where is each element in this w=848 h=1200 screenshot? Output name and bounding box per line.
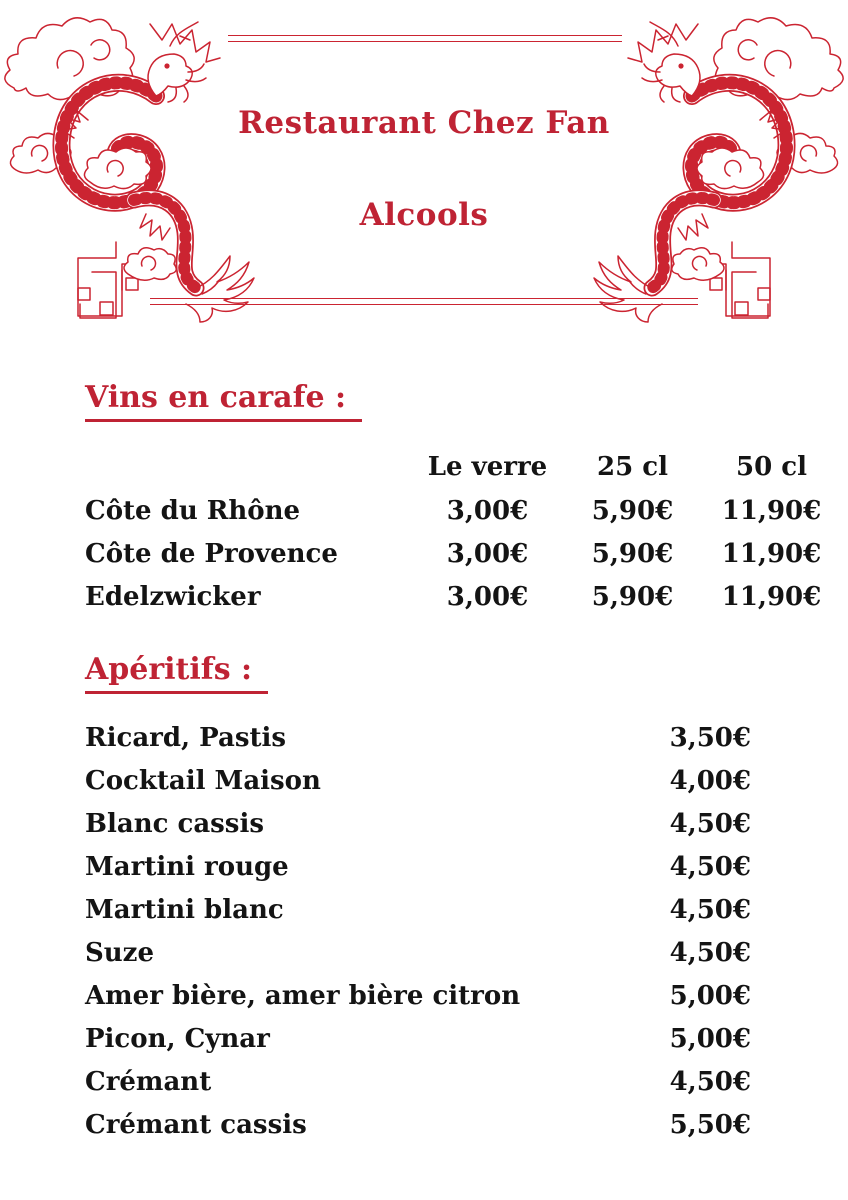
wine-col-header-verre: Le verre (427, 452, 548, 482)
wine-price: 5,90€ (591, 582, 674, 612)
wine-price: 11,90€ (721, 539, 822, 569)
wine-col-header-25cl: 25 cl (597, 452, 668, 482)
dragon-right-icon (590, 2, 848, 332)
wine-col-spacer (85, 445, 415, 490)
menu-item-row (85, 932, 751, 975)
menu-item-row (85, 975, 751, 1018)
dragon-left-icon (0, 2, 258, 332)
menu-subtitle: Alcools (359, 197, 489, 233)
frame-line-top (228, 35, 622, 42)
wine-price: 3,00€ (446, 582, 529, 612)
item-name: Blanc cassis (85, 809, 264, 839)
item-name: Amer bière, amer bière citron (85, 981, 521, 1011)
item-name: Crémant (85, 1067, 212, 1097)
item-price: 4,50€ (669, 1067, 751, 1097)
wine-name: Edelzwicker (85, 582, 261, 612)
wine-price: 3,00€ (446, 539, 529, 569)
wine-name: Côte du Rhône (85, 496, 301, 526)
decorative-header (0, 0, 848, 352)
item-name: Suze (85, 938, 154, 968)
item-name: Martini blanc (85, 895, 284, 925)
item-name: Picon, Cynar (85, 1024, 270, 1054)
aperitif-list (85, 717, 751, 1147)
menu-item-row (85, 1104, 751, 1147)
item-name: Cocktail Maison (85, 766, 321, 796)
item-price: 4,50€ (669, 938, 751, 968)
item-price: 4,50€ (669, 895, 751, 925)
wine-name: Côte de Provence (85, 539, 338, 569)
menu-item-row (85, 760, 751, 803)
item-price: 5,50€ (669, 1110, 751, 1140)
menu-item-row (85, 1018, 751, 1061)
item-price: 4,00€ (669, 766, 751, 796)
section-heading-aperitifs: Apéritifs : (85, 655, 268, 694)
item-name: Crémant cassis (85, 1110, 307, 1140)
item-price: 3,50€ (669, 723, 751, 753)
item-price: 4,50€ (669, 809, 751, 839)
wine-col-header-50cl: 50 cl (736, 452, 807, 482)
wine-price: 11,90€ (721, 582, 822, 612)
wine-price: 5,90€ (591, 496, 674, 526)
wine-price: 11,90€ (721, 496, 822, 526)
item-price: 5,00€ (669, 981, 751, 1011)
wine-price: 3,00€ (446, 496, 529, 526)
item-price: 4,50€ (669, 852, 751, 882)
menu-item-row (85, 846, 751, 889)
menu-item-row (85, 717, 751, 760)
menu-item-row (85, 1061, 751, 1104)
wine-price: 5,90€ (591, 539, 674, 569)
item-name: Ricard, Pastis (85, 723, 287, 753)
menu-title: Restaurant Chez Fan (238, 105, 610, 141)
menu-item-row (85, 803, 751, 846)
menu-content (0, 380, 848, 1147)
section-heading-vins: Vins en carafe : (85, 383, 362, 422)
wine-table (85, 445, 848, 619)
item-price: 5,00€ (669, 1024, 751, 1054)
menu-item-row (85, 889, 751, 932)
item-name: Martini rouge (85, 852, 289, 882)
